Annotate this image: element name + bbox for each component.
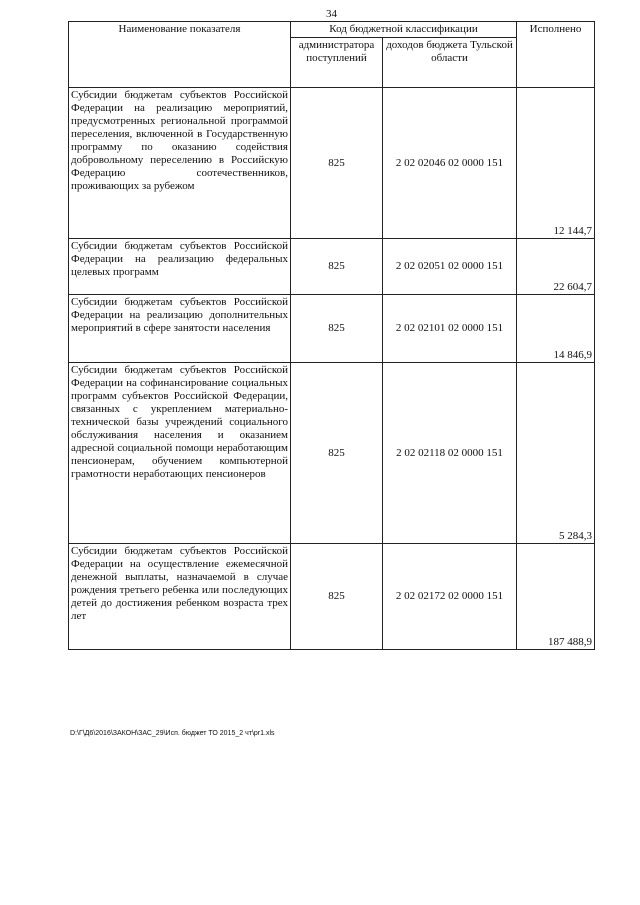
revenue-code: 2 02 02172 02 0000 151: [383, 544, 517, 650]
table-row: [69, 88, 595, 239]
admin-code: 825: [291, 88, 383, 239]
table-row: [69, 544, 595, 650]
admin-code: 825: [291, 239, 383, 295]
executed-amount: 5 284,3: [517, 363, 595, 544]
revenue-code: 2 02 02118 02 0000 151: [383, 363, 517, 544]
indicator-name: Субсидии бюджетам субъектов Российской Федерации на реализацию мероприятий, предусмотренных региональной программой переселения, включенной в Государственную программу по оказанию содействия добровольному переселению в Российскую Федерацию соотечественников, проживающих за рубежом: [69, 88, 291, 239]
page-number: 34: [326, 8, 337, 20]
table-row: [69, 239, 595, 295]
header-code-group: Код бюджетной классификации: [291, 22, 517, 38]
admin-code: 825: [291, 295, 383, 363]
header-executed: Исполнено: [517, 22, 595, 88]
admin-code: 825: [291, 544, 383, 650]
admin-code: 825: [291, 363, 383, 544]
indicator-name: Субсидии бюджетам субъектов Российской Федерации на осуществление ежемесячной денежной выплаты, назначаемой в случае рождения третьего ребенка или последующих детей до достижения ребенком возраста трех лет: [69, 544, 291, 650]
table-row: [69, 363, 595, 544]
executed-amount: 187 488,9: [517, 544, 595, 650]
indicator-name: Субсидии бюджетам субъектов Российской Федерации на софинансирование социальных программ субъектов Российской Федерации, связанных с укреплением материально-технической базы учреждений социального обслуживания населения и оказанием адресной социальной помощи неработающим пенсионерам, обучением компьютерной грамотности неработающих пенсионеров: [69, 363, 291, 544]
revenue-code: 2 02 02051 02 0000 151: [383, 239, 517, 295]
revenue-code: 2 02 02046 02 0000 151: [383, 88, 517, 239]
indicator-name: Субсидии бюджетам субъектов Российской Федерации на реализацию дополнительных мероприятий в сфере занятости населения: [69, 295, 291, 363]
file-path-footer: D:\Г\Д6\2016\ЗАКОН\ЗАС_29\Исп. бюджет ТО 2015_2 чт\рr1.xls: [70, 730, 275, 737]
revenue-code: 2 02 02101 02 0000 151: [383, 295, 517, 363]
table-row: [69, 295, 595, 363]
executed-amount: 12 144,7: [517, 88, 595, 239]
executed-amount: 14 846,9: [517, 295, 595, 363]
header-revenue-col: доходов бюджета Тульской области: [383, 38, 517, 88]
indicator-name: Субсидии бюджетам субъектов Российской Федерации на реализацию федеральных целевых программ: [69, 239, 291, 295]
header-indicator-name: Наименование показателя: [69, 22, 291, 88]
budget-execution-table: [68, 21, 595, 650]
executed-amount: 22 604,7: [517, 239, 595, 295]
header-admin-col: администратора поступлений: [291, 38, 383, 88]
